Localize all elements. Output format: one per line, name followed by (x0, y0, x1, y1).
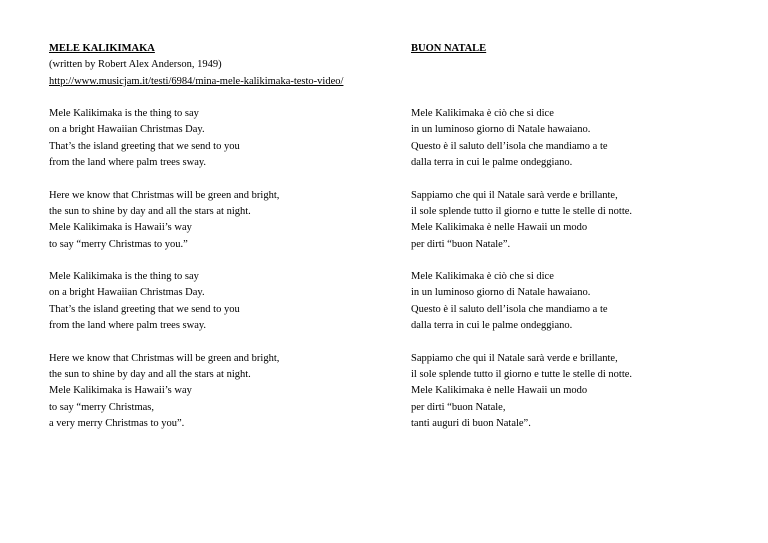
lyric-line: the sun to shine by day and all the stars at night. (49, 368, 251, 380)
lyric-line: Questo è il saluto dell’isola che mandiamo a te (411, 303, 608, 315)
lyric-line: il sole splende tutto il giorno e tutte le stelle di notte. (411, 368, 633, 380)
lyric-line: That’s the island greeting that we send to you (49, 303, 240, 315)
lyric-line: a very merry Christmas to you”. (49, 417, 185, 429)
lyric-line: dalla terra in cui le palme ondeggiano. (411, 320, 573, 332)
lyric-line: il sole splende tutto il giorno e tutte le stelle di notte. (411, 205, 633, 217)
lyric-line: That’s the island greeting that we send to you (49, 140, 240, 152)
lyric-line: on a bright Hawaiian Christmas Day. (49, 287, 205, 299)
lyric-line: Mele Kalikimaka è ciò che si dice (411, 108, 554, 120)
lyric-line: Mele Kalikimaka è ciò che si dice (411, 271, 554, 283)
italian-stanza-3 (411, 269, 751, 334)
italian-stanza-2 (411, 188, 751, 253)
lyric-line: tanti auguri di buon Natale”. (411, 417, 531, 429)
italian-stanza-1 (411, 106, 751, 171)
lyric-line: on a bright Hawaiian Christmas Day. (49, 124, 205, 136)
lyric-line: from the land where palm trees sway. (49, 320, 207, 332)
lyric-line: Sappiamo che qui il Natale sarà verde e brillante, (411, 352, 618, 364)
lyric-line: Sappiamo che qui il Natale sarà verde e brillante, (411, 189, 618, 201)
english-lyrics-column (49, 41, 389, 432)
lyric-line: to say “merry Christmas to you.” (49, 238, 188, 250)
lyric-line: Mele Kalikimaka is Hawaii’s way (49, 385, 192, 397)
english-stanza-2 (49, 188, 389, 253)
italian-stanza-4 (411, 351, 751, 432)
lyric-line: Mele Kalikimaka is Hawaii’s way (49, 222, 192, 234)
italian-lyrics-column (411, 41, 751, 432)
lyric-line: from the land where palm trees sway. (49, 157, 207, 169)
source-link[interactable]: http://www.musicjam.it/testi/6984/mina-mele-kalikimaka-testo-video/ (49, 75, 344, 87)
lyric-line: in un luminoso giorno di Natale hawaiano. (411, 287, 591, 299)
lyric-line: per dirti “buon Natale, (411, 401, 506, 413)
italian-title: BUON NATALE (411, 43, 487, 54)
lyric-line: the sun to shine by day and all the stars at night. (49, 205, 251, 217)
lyric-line: in un luminoso giorno di Natale hawaiano. (411, 124, 591, 136)
lyric-line: Here we know that Christmas will be green and bright, (49, 189, 280, 201)
lyric-line: Mele Kalikimaka is the thing to say (49, 271, 199, 283)
lyric-line: Here we know that Christmas will be green and bright, (49, 352, 280, 364)
song-credit: (written by Robert Alex Anderson, 1949) (49, 59, 222, 71)
lyric-line: per dirti “buon Natale”. (411, 238, 511, 250)
lyric-line: dalla terra in cui le palme ondeggiano. (411, 157, 573, 169)
lyric-line: Questo è il saluto dell’isola che mandiamo a te (411, 140, 608, 152)
english-title: MELE KALIKIMAKA (49, 43, 155, 54)
english-stanza-3 (49, 269, 389, 334)
lyric-line: to say “merry Christmas, (49, 401, 154, 413)
english-stanza-1 (49, 106, 389, 171)
english-stanza-4 (49, 351, 389, 432)
lyric-line: Mele Kalikimaka è nelle Hawaii un modo (411, 222, 588, 234)
lyric-line: Mele Kalikimaka è nelle Hawaii un modo (411, 385, 588, 397)
lyric-line: Mele Kalikimaka is the thing to say (49, 108, 199, 120)
